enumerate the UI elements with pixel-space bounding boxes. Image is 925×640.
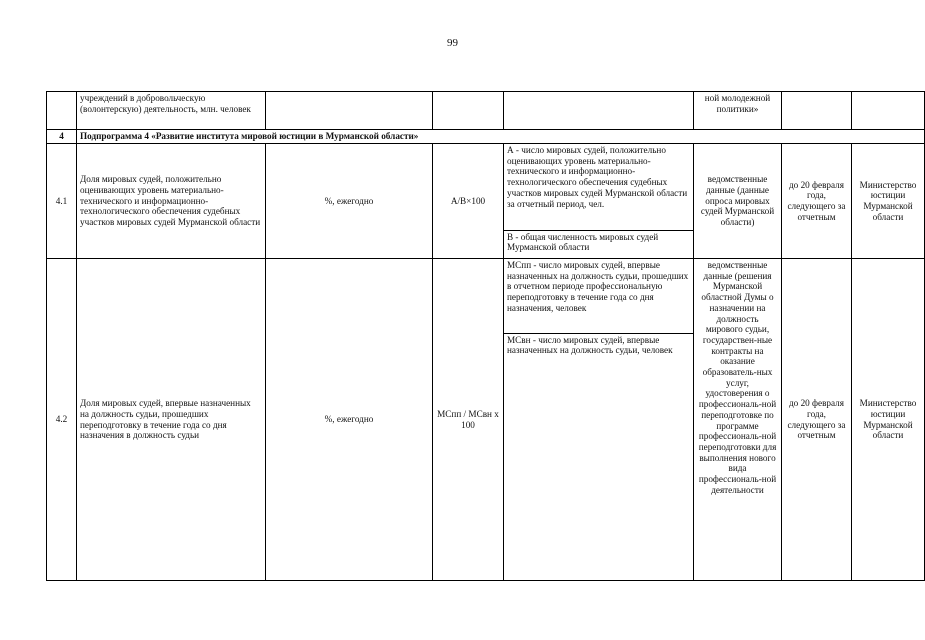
row-number: 4.1: [47, 144, 77, 259]
continued-indicator: учреждений в добровольческую (волонтерскую) деятельность, млн. человек: [77, 92, 266, 130]
row-components: [504, 259, 694, 581]
subprogram-row: [47, 130, 925, 144]
cell-empty: [852, 92, 925, 130]
row-number: 4.2: [47, 259, 77, 581]
row-indicator: Доля мировых судей, впервые назначенных на должность судьи, прошедших переподготовку в течение года со дня назначения в должность судьи: [77, 259, 266, 581]
cell-empty: [782, 92, 852, 130]
component-a: А - число мировых судей, положительно оценивающих уровень материально-технического и информационно-технологического обеспечения судебных участков мировых судей Мурманской области за отчетный период, чел.: [507, 145, 688, 209]
subprogram-title: Подпрограмма 4 «Развитие института мировой юстиции в Мурманской области»: [77, 130, 925, 144]
row-source: ведомственные данные (решения Мурманской областной Думы о назначении на должность мирового судьи, государствен-ные контракты на оказание образователь-ных услуг, удостоверения о профессиональ-ной переподготовке по программе профессиональ-ной переподготовки для выполнения нового вида профессиональ-ной деятельности: [694, 259, 782, 581]
cell-empty: [504, 92, 694, 130]
row-unit: %, ежегодно: [266, 144, 433, 259]
row-deadline: до 20 февраля года, следующего за отчетным: [782, 144, 852, 259]
row-components: [504, 144, 694, 259]
row-formula: МСпп / МСвн х 100: [433, 259, 504, 581]
table-row: [47, 259, 925, 581]
component-b: В - общая численность мировых судей Мурманской области: [504, 230, 693, 254]
component-mspp: МСпп - число мировых судей, впервые назначенных на должность судьи, прошедших в отчетном периоде профессиональную переподготовку в течение года со дня назначения, человек: [507, 260, 689, 313]
cell-empty: [47, 92, 77, 130]
row-source: ведомственные данные (данные опроса мировых судей Мурманской области): [694, 144, 782, 259]
row-responsible: Министерство юстиции Мурманской области: [852, 259, 925, 581]
cell-empty: [266, 92, 433, 130]
subprogram-number: 4: [47, 130, 77, 144]
row-deadline: до 20 февраля года, следующего за отчетным: [782, 259, 852, 581]
continuation-row: [47, 92, 925, 130]
row-formula: А/В×100: [433, 144, 504, 259]
row-indicator: Доля мировых судей, положительно оценивающих уровень материально-технического и информационно-технологического обеспечения судебных участков мировых судей Мурманской области: [77, 144, 266, 259]
row-responsible: Министерство юстиции Мурманской области: [852, 144, 925, 259]
table-row: [47, 144, 925, 259]
page-number: 99: [447, 37, 458, 49]
component-msvn: МСвн - число мировых судей, впервые назначенных на должность судьи, человек: [504, 333, 693, 357]
cell-empty: [433, 92, 504, 130]
indicators-table: [46, 91, 925, 581]
row-unit: %, ежегодно: [266, 259, 433, 581]
continued-source: ной молодежной политики»: [694, 92, 782, 130]
